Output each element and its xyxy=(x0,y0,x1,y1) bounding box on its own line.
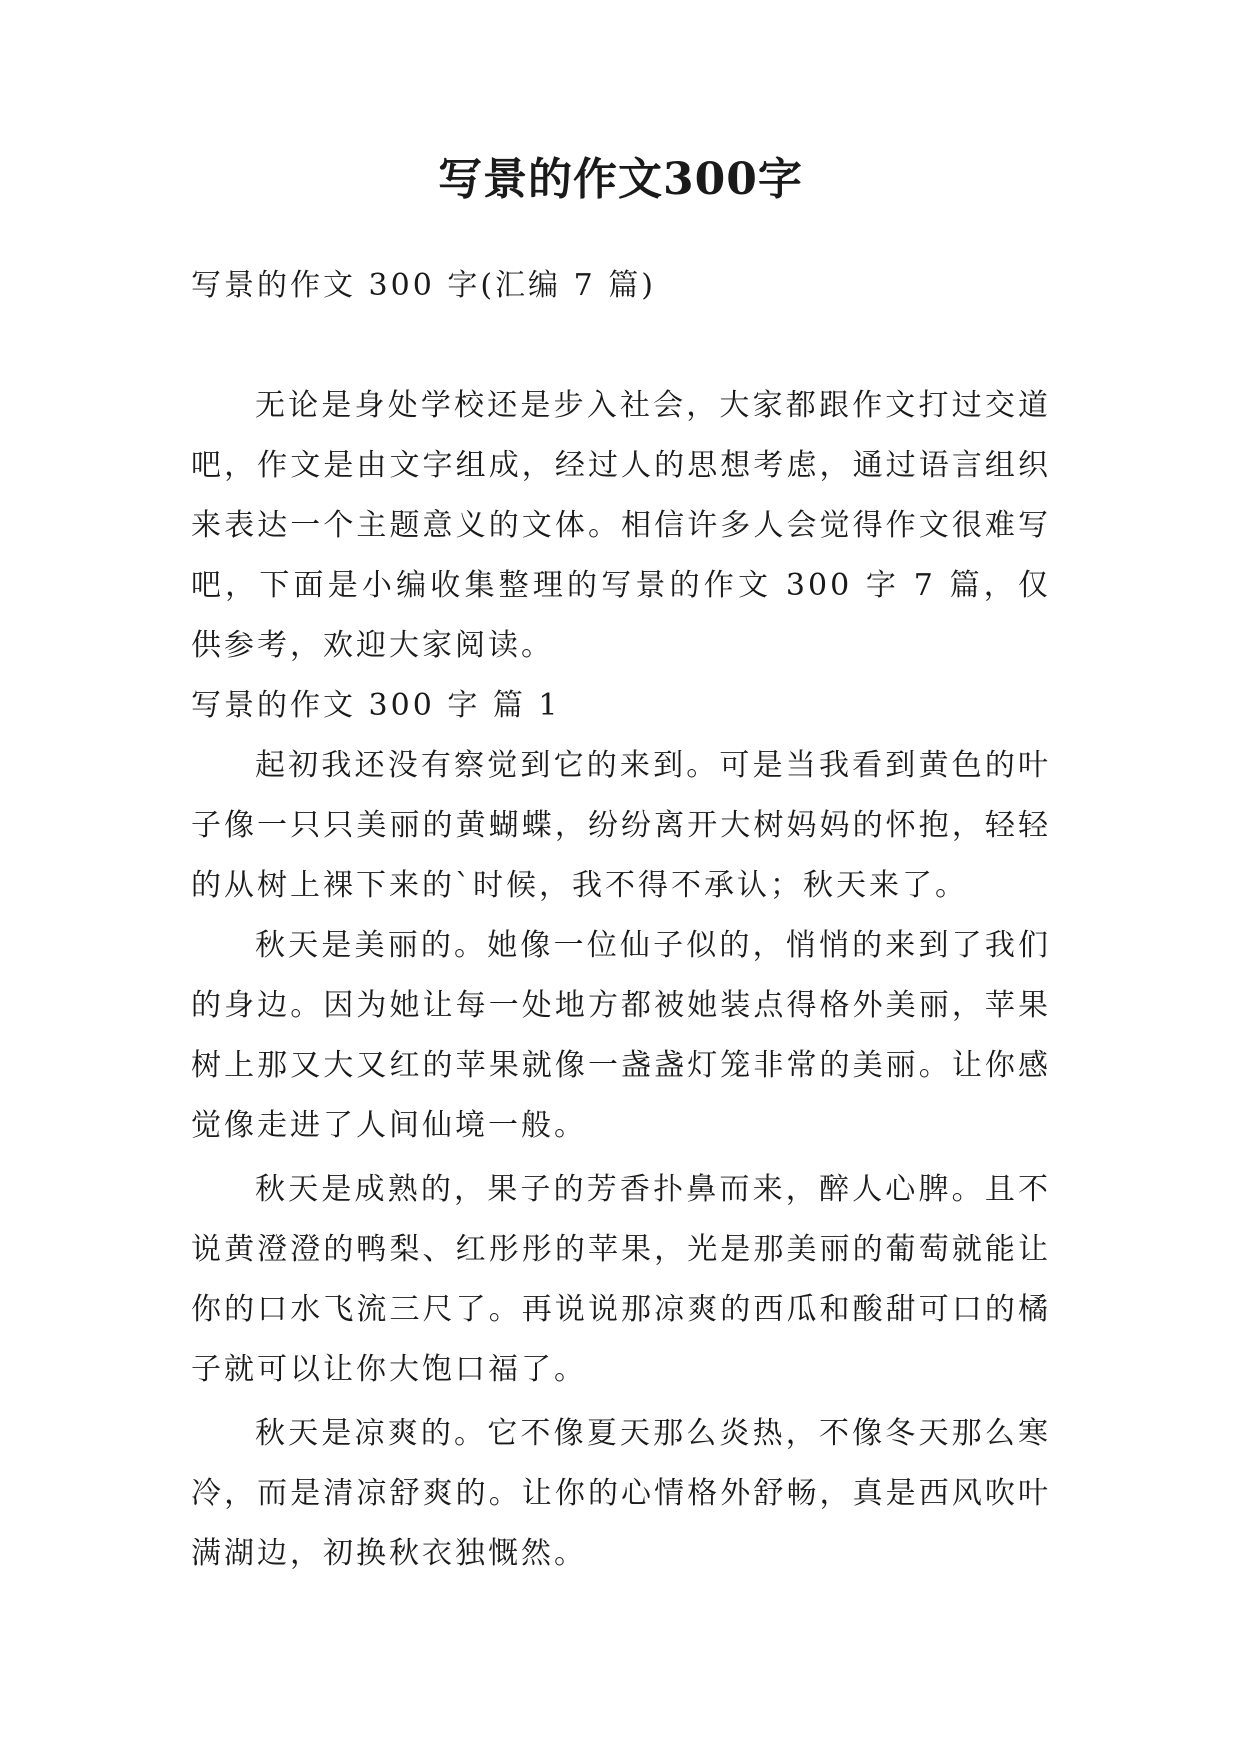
body-paragraph: 秋天是成熟的，果子的芳香扑鼻而来，醉人心脾。且不说黄澄澄的鸭梨、红彤彤的苹果，光是那美丽的葡萄就能让你的口水飞流三尺了。再说说那凉爽的西瓜和酸甜可口的橘子就可以让你大饱口福了。 xyxy=(191,1172,1051,1387)
document-body xyxy=(191,256,1051,1584)
document-subtitle: 写景的作文 300 字(汇编 7 篇) xyxy=(191,268,656,303)
section-heading: 写景的作文 300 字 篇 1 xyxy=(191,688,561,723)
intro-paragraph: 无论是身处学校还是步入社会，大家都跟作文打过交道吧，作文是由文字组成，经过人的思想考虑，通过语言组织来表达一个主题意义的文体。相信许多人会觉得作文很难写吧，下面是小编收集整理的写景的作文 300 字 7 篇，仅供参考，欢迎大家阅读。 xyxy=(191,388,1051,663)
body-paragraph: 秋天是凉爽的。它不像夏天那么炎热，不像冬天那么寒冷，而是清凉舒爽的。让你的心情格外舒畅，真是西风吹叶满湖边，初换秋衣独慨然。 xyxy=(191,1416,1051,1571)
body-paragraph: 起初我还没有察觉到它的来到。可是当我看到黄色的叶子像一只只美丽的黄蝴蝶，纷纷离开大树妈妈的怀抱，轻轻的从树上裸下来的`时候，我不得不承认；秋天来了。 xyxy=(191,748,1051,903)
document-title: 写景的作文300字 xyxy=(438,154,803,205)
body-paragraph: 秋天是美丽的。她像一位仙子似的，悄悄的来到了我们的身边。因为她让每一处地方都被她装点得格外美丽，苹果树上那又大又红的苹果就像一盏盏灯笼非常的美丽。让你感觉像走进了人间仙境一般。 xyxy=(191,928,1051,1143)
